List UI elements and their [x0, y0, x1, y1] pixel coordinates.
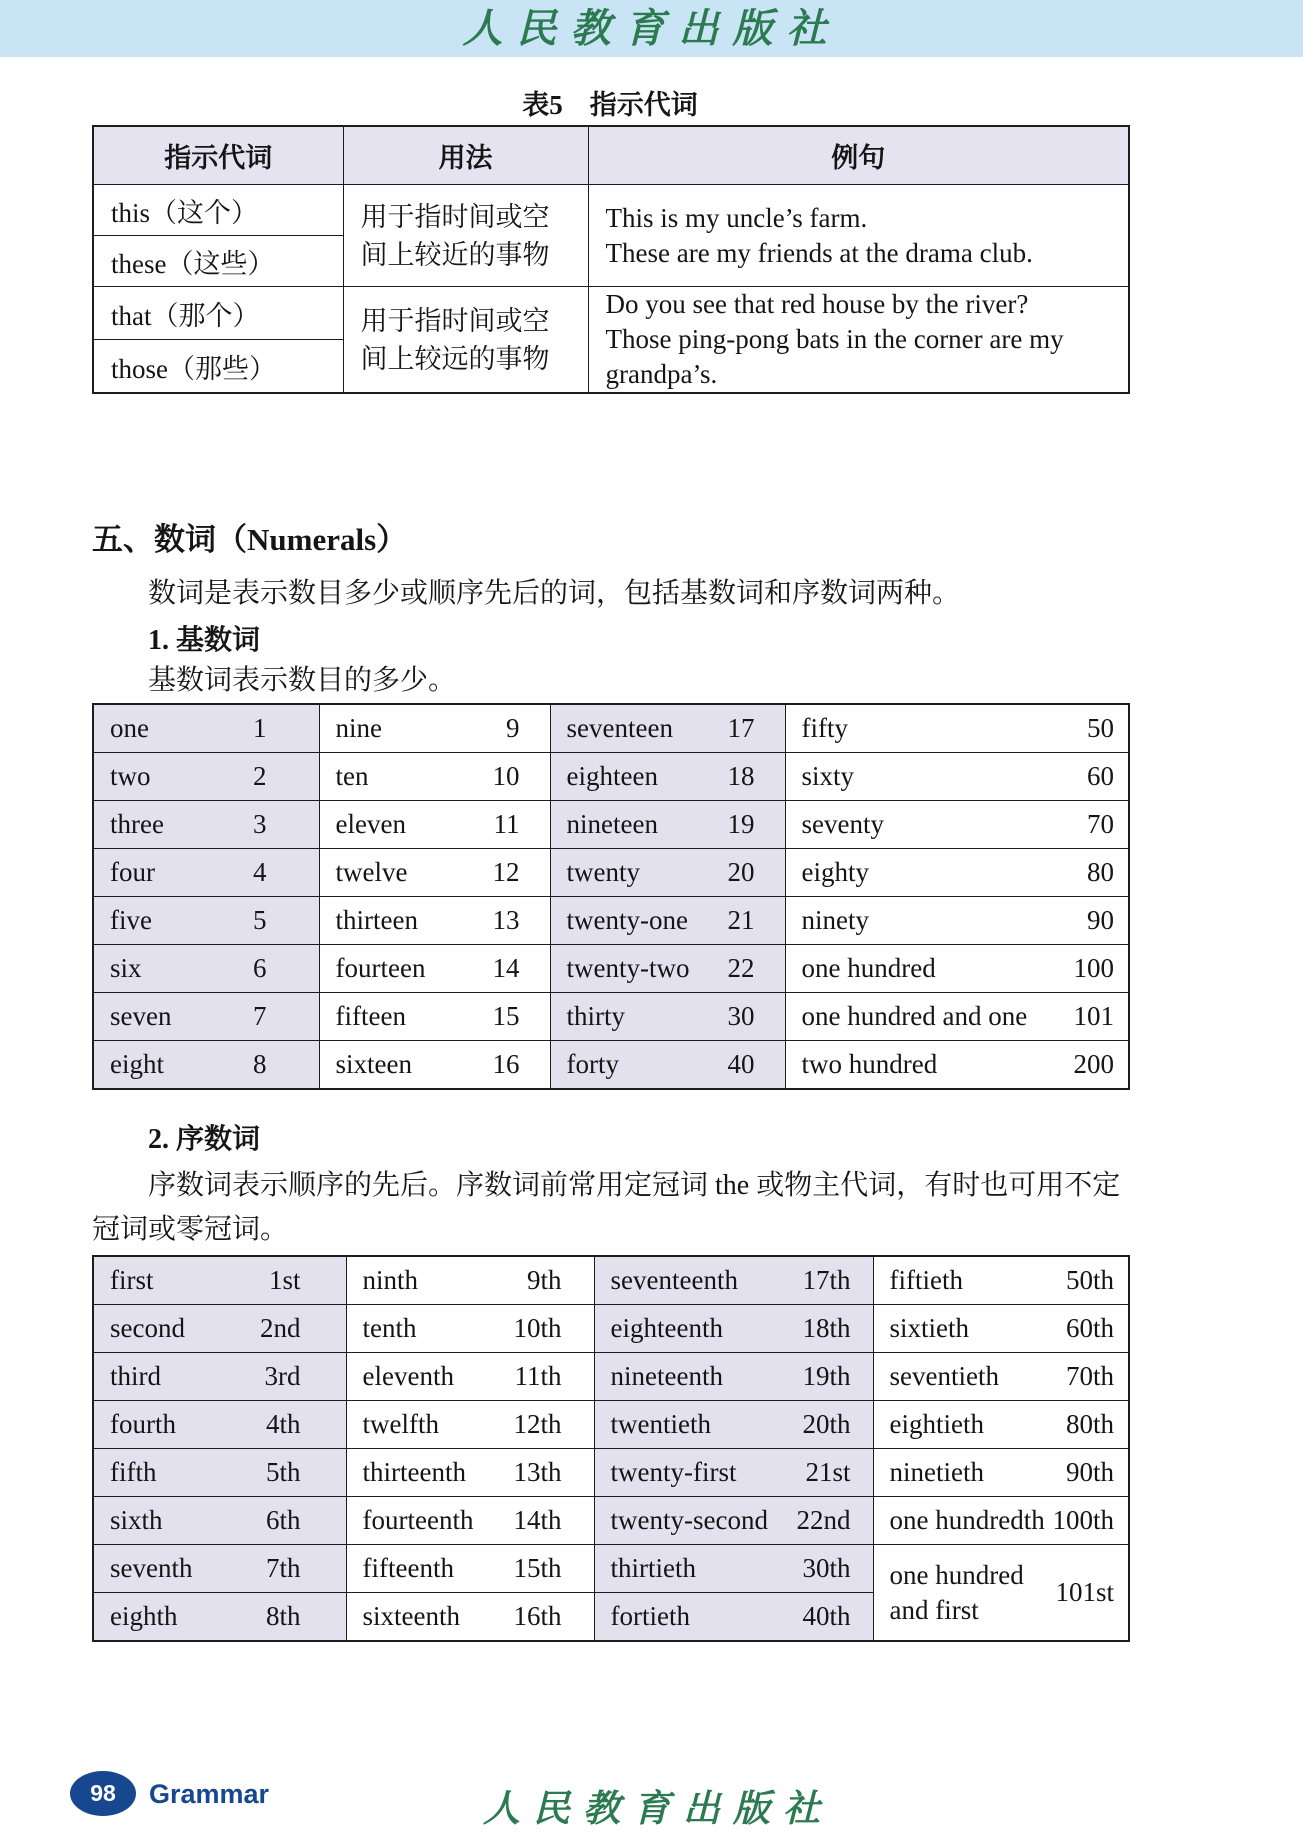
- table5-title: 表5 指示代词: [522, 90, 698, 120]
- number-word: fiftieth: [889, 1265, 963, 1295]
- number-figure: 8: [253, 1049, 267, 1079]
- number-figure: 7: [253, 1001, 267, 1031]
- example-sentence: These are my friends at the drama club.: [605, 237, 1033, 268]
- number-figure: 11th: [514, 1361, 562, 1391]
- cardinal-cell: [550, 753, 785, 801]
- ordinal-cell: [873, 1497, 1129, 1545]
- number-word: seventy: [801, 809, 884, 839]
- number-figure: 30: [727, 1001, 755, 1031]
- number-figure: 14th: [513, 1505, 562, 1535]
- ordinal-cell: [93, 1305, 346, 1353]
- cardinal-cell: [93, 897, 319, 945]
- cardinal-cell: [785, 945, 1129, 993]
- ordinal-cell: [93, 1353, 346, 1401]
- example-cell-far: [588, 287, 1129, 394]
- number-figure: 90: [1087, 905, 1114, 935]
- section-heading-numerals: 五、数词（Numerals）: [92, 522, 408, 557]
- example-sentence: This is my uncle’s farm.: [605, 202, 868, 233]
- number-word: eleventh: [362, 1361, 454, 1391]
- number-figure: 60: [1087, 761, 1114, 791]
- number-word: eighty: [801, 857, 869, 887]
- cardinal-cell: [785, 993, 1129, 1041]
- number-word: twenty-one: [566, 905, 688, 935]
- number-figure: 9th: [526, 1265, 562, 1295]
- number-word: one hundredth: [889, 1505, 1045, 1535]
- section-intro: 数词是表示数目多少或顺序先后的词，包括基数词和序数词两种。: [148, 578, 961, 609]
- example-sentence: Those ping-pong bats in the corner are my grandpa’s.: [605, 324, 1064, 389]
- number-figure: 16th: [513, 1601, 562, 1631]
- number-word: eighth: [110, 1601, 178, 1631]
- column-header-pronoun: 指示代词: [93, 126, 343, 185]
- pronoun-cell-that: that（那个）: [93, 287, 343, 340]
- subsection-intro-ordinal: 序数词表示顺序的先后。序数词前常用定冠词 the 或物主代词，有时也可用不定冠词或零冠词。: [92, 1170, 1121, 1245]
- ordinal-row: [93, 1449, 1129, 1497]
- cardinal-cell: [319, 849, 550, 897]
- number-figure: 15th: [513, 1553, 562, 1583]
- number-figure: 16: [492, 1049, 520, 1079]
- number-figure: 40th: [802, 1601, 851, 1631]
- number-word: thirty: [566, 1001, 625, 1031]
- subsection-heading-cardinal: 1. 基数词: [148, 625, 261, 656]
- ordinal-cell: [346, 1545, 594, 1593]
- number-figure: 50: [1087, 713, 1114, 743]
- cardinal-row: [93, 753, 1129, 801]
- number-figure: 50th: [1065, 1265, 1114, 1295]
- number-figure: 22nd: [796, 1505, 851, 1535]
- number-word: eightieth: [889, 1409, 984, 1439]
- number-figure: 5th: [265, 1457, 301, 1487]
- number-word: fifth: [110, 1457, 157, 1487]
- cardinal-cell: [785, 801, 1129, 849]
- number-figure: 1st: [268, 1265, 301, 1295]
- ordinal-cell: [346, 1497, 594, 1545]
- ordinal-cell: [346, 1256, 594, 1305]
- number-figure: 21st: [805, 1457, 851, 1487]
- number-figure: 9: [506, 713, 520, 743]
- number-word: sixtieth: [889, 1313, 969, 1343]
- table-row: [93, 287, 1129, 340]
- number-word: seventh: [110, 1553, 193, 1583]
- number-figure: 2: [253, 761, 267, 791]
- table5-demonstrative-pronouns: [92, 125, 1130, 394]
- ordinal-cell: [873, 1305, 1129, 1353]
- page-content: [92, 89, 1128, 1642]
- number-figure: 70th: [1065, 1361, 1114, 1391]
- number-word: nineteenth: [610, 1361, 723, 1391]
- footer-section-label: Grammar: [149, 1779, 270, 1809]
- cardinal-row: [93, 1041, 1129, 1090]
- number-word: thirteenth: [362, 1457, 466, 1487]
- number-figure: 3: [253, 809, 267, 839]
- ordinal-cell: [873, 1449, 1129, 1497]
- cardinal-cell: [550, 993, 785, 1041]
- ordinal-cell: [93, 1449, 346, 1497]
- ordinal-row: [93, 1353, 1129, 1401]
- ordinal-cell: [346, 1593, 594, 1642]
- cardinal-cell: [785, 753, 1129, 801]
- number-figure: 17th: [802, 1265, 851, 1295]
- ordinal-cell: [93, 1545, 346, 1593]
- number-figure: 6: [253, 953, 267, 983]
- cardinal-row: [93, 945, 1129, 993]
- number-figure: 70: [1087, 809, 1114, 839]
- ordinal-cell: [594, 1593, 873, 1642]
- number-word: three: [110, 809, 164, 839]
- pronoun-cell-this: this（这个）: [93, 185, 343, 236]
- number-figure: 10th: [513, 1313, 562, 1343]
- number-word: seventeenth: [610, 1265, 738, 1295]
- table-row: [93, 185, 1129, 236]
- cardinal-cell: [93, 704, 319, 753]
- column-header-example: 例句: [588, 126, 1129, 185]
- number-figure: 7th: [265, 1553, 301, 1583]
- number-figure: 30th: [802, 1553, 851, 1583]
- cardinal-cell: [550, 897, 785, 945]
- number-word: seventieth: [889, 1361, 999, 1391]
- number-word: one: [110, 713, 149, 743]
- pronoun-cell-those: those（那些）: [93, 340, 343, 394]
- number-figure: 80th: [1065, 1409, 1114, 1439]
- cardinal-cell: [319, 1041, 550, 1090]
- number-word: four: [110, 857, 155, 887]
- ordinal-row: [93, 1545, 1129, 1593]
- cardinal-row: [93, 849, 1129, 897]
- cardinal-row: [93, 704, 1129, 753]
- number-word: eighteen: [566, 761, 658, 791]
- number-figure: 15: [492, 1001, 520, 1031]
- number-word: third: [110, 1361, 161, 1391]
- number-word: fourteen: [335, 953, 426, 983]
- number-figure: 3rd: [264, 1361, 301, 1391]
- page-number-badge: [70, 1771, 136, 1816]
- number-word: one hundred: [801, 953, 936, 983]
- number-word: fourth: [110, 1409, 176, 1439]
- number-word: ninetieth: [889, 1457, 984, 1487]
- number-word: ten: [335, 761, 369, 791]
- number-word: ninth: [362, 1265, 419, 1295]
- number-word: one hundred and first: [889, 1559, 1024, 1625]
- number-word: six: [110, 953, 142, 983]
- ordinal-cell: [594, 1305, 873, 1353]
- number-figure: 14: [492, 953, 520, 983]
- number-figure: 4: [253, 857, 267, 887]
- ordinal-cell: [873, 1401, 1129, 1449]
- number-word: twelve: [335, 857, 408, 887]
- number-figure: 200: [1073, 1049, 1114, 1079]
- number-word: fourteenth: [362, 1505, 474, 1535]
- number-word: eight: [110, 1049, 164, 1079]
- usage-cell-near: 用于指时间或空间上较近的事物: [343, 185, 588, 287]
- number-figure: 11: [493, 809, 520, 839]
- cardinal-cell: [319, 801, 550, 849]
- number-word: eleven: [335, 809, 406, 839]
- header-band: [0, 0, 1303, 57]
- page-number: 98: [90, 1780, 116, 1806]
- number-figure: 1: [253, 713, 267, 743]
- ordinal-cell: [873, 1256, 1129, 1305]
- number-figure: 2nd: [260, 1313, 301, 1343]
- number-figure: 100th: [1052, 1505, 1114, 1535]
- cardinal-cell: [319, 897, 550, 945]
- number-figure: 18: [727, 761, 755, 791]
- number-word: one hundred and one: [801, 1001, 1028, 1031]
- publisher-logo-text-footer: 人民教育出版社: [483, 1786, 833, 1830]
- cardinal-cell: [785, 849, 1129, 897]
- number-figure: 12th: [513, 1409, 562, 1439]
- number-figure: 13: [492, 905, 520, 935]
- number-figure: 6th: [265, 1505, 301, 1535]
- cardinal-cell: [93, 849, 319, 897]
- column-header-usage: 用法: [343, 126, 588, 185]
- ordinal-cell: [594, 1256, 873, 1305]
- ordinal-numbers-table: [92, 1255, 1130, 1642]
- number-word: twenty: [566, 857, 640, 887]
- cardinal-cell: [550, 704, 785, 753]
- ordinal-cell: [93, 1497, 346, 1545]
- cardinal-cell: [319, 993, 550, 1041]
- number-figure: 8th: [265, 1601, 301, 1631]
- ordinal-cell: [346, 1449, 594, 1497]
- number-word: seventeen: [566, 713, 673, 743]
- cardinal-row: [93, 801, 1129, 849]
- cardinal-cell: [550, 849, 785, 897]
- ordinal-row: [93, 1305, 1129, 1353]
- number-figure: 17: [727, 713, 755, 743]
- ordinal-row: [93, 1497, 1129, 1545]
- number-word: nineteen: [566, 809, 658, 839]
- cardinal-numbers-table: [92, 703, 1130, 1090]
- cardinal-cell: [93, 1041, 319, 1090]
- cardinal-cell: [93, 801, 319, 849]
- publisher-logo-text: 人民教育出版社: [462, 4, 841, 52]
- number-word: seven: [110, 1001, 172, 1031]
- ordinal-cell: [346, 1401, 594, 1449]
- cardinal-cell: [550, 801, 785, 849]
- cardinal-cell: [785, 1041, 1129, 1090]
- number-figure: 101: [1073, 1001, 1114, 1031]
- number-figure: 13th: [513, 1457, 562, 1487]
- number-word: sixteenth: [362, 1601, 460, 1631]
- number-word: tenth: [362, 1313, 417, 1343]
- cardinal-cell: [785, 704, 1129, 753]
- number-word: fifty: [801, 713, 848, 743]
- cardinal-cell: [785, 897, 1129, 945]
- cardinal-cell: [319, 945, 550, 993]
- ordinal-cell: [594, 1545, 873, 1593]
- ordinal-cell: [594, 1353, 873, 1401]
- number-figure: 19th: [802, 1361, 851, 1391]
- number-word: twentieth: [610, 1409, 711, 1439]
- number-figure: 10: [492, 761, 520, 791]
- number-figure: 12: [492, 857, 520, 887]
- number-figure: 100: [1073, 953, 1114, 983]
- number-word: sixty: [801, 761, 855, 791]
- cardinal-cell: [319, 704, 550, 753]
- number-word: nine: [335, 713, 382, 743]
- ordinal-cell: [346, 1353, 594, 1401]
- number-word: two hundred: [801, 1049, 938, 1079]
- number-figure: 22: [727, 953, 755, 983]
- cardinal-cell: [93, 753, 319, 801]
- number-figure: 20: [727, 857, 755, 887]
- ordinal-cell: [873, 1353, 1129, 1401]
- ordinal-row: [93, 1401, 1129, 1449]
- subsection-intro-cardinal: 基数词表示数目的多少。: [148, 665, 457, 696]
- ordinal-cell: [873, 1545, 1129, 1642]
- number-figure: 101st: [1055, 1577, 1114, 1607]
- number-word: forty: [566, 1049, 619, 1079]
- example-sentence: Do you see that red house by the river?: [605, 289, 1029, 319]
- number-word: twenty-first: [610, 1457, 737, 1487]
- ordinal-cell: [93, 1401, 346, 1449]
- number-figure: 90th: [1065, 1457, 1114, 1487]
- ordinal-cell: [93, 1593, 346, 1642]
- number-word: fifteen: [335, 1001, 406, 1031]
- ordinal-row: [93, 1256, 1129, 1305]
- number-word: two: [110, 761, 151, 791]
- ordinal-cell: [594, 1449, 873, 1497]
- number-figure: 5: [253, 905, 267, 935]
- example-cell-near: [588, 185, 1129, 287]
- number-figure: 18th: [802, 1313, 851, 1343]
- number-word: five: [110, 905, 152, 935]
- table5-header-row: [93, 126, 1129, 185]
- ordinal-cell: [93, 1256, 346, 1305]
- number-word: ninety: [801, 905, 869, 935]
- number-figure: 80: [1087, 857, 1114, 887]
- cardinal-cell: [93, 945, 319, 993]
- number-figure: 19: [727, 809, 755, 839]
- number-figure: 40: [727, 1049, 755, 1079]
- number-word: fortieth: [610, 1601, 690, 1631]
- ordinal-cell: [346, 1305, 594, 1353]
- number-word: eighteenth: [610, 1313, 723, 1343]
- cardinal-cell: [550, 945, 785, 993]
- number-word: twelfth: [362, 1409, 439, 1439]
- number-word: twenty-two: [566, 953, 690, 983]
- number-word: thirteen: [335, 905, 418, 935]
- cardinal-cell: [319, 753, 550, 801]
- cardinal-row: [93, 993, 1129, 1041]
- number-figure: 4th: [265, 1409, 301, 1439]
- number-word: second: [110, 1313, 185, 1343]
- cardinal-cell: [550, 1041, 785, 1090]
- number-word: sixth: [110, 1505, 163, 1535]
- number-figure: 60th: [1065, 1313, 1114, 1343]
- number-figure: 21: [727, 905, 755, 935]
- number-word: fifteenth: [362, 1553, 454, 1583]
- pronoun-cell-these: these（这些）: [93, 236, 343, 287]
- ordinal-cell: [594, 1401, 873, 1449]
- number-word: twenty-second: [610, 1505, 768, 1535]
- usage-cell-far: 用于指时间或空间上较远的事物: [343, 287, 588, 394]
- number-word: thirtieth: [610, 1553, 696, 1583]
- cardinal-cell: [93, 993, 319, 1041]
- number-word: sixteen: [335, 1049, 412, 1079]
- number-figure: 20th: [802, 1409, 851, 1439]
- subsection-heading-ordinal: 2. 序数词: [148, 1124, 261, 1155]
- number-word: first: [110, 1265, 154, 1295]
- ordinal-cell: [594, 1497, 873, 1545]
- cardinal-row: [93, 897, 1129, 945]
